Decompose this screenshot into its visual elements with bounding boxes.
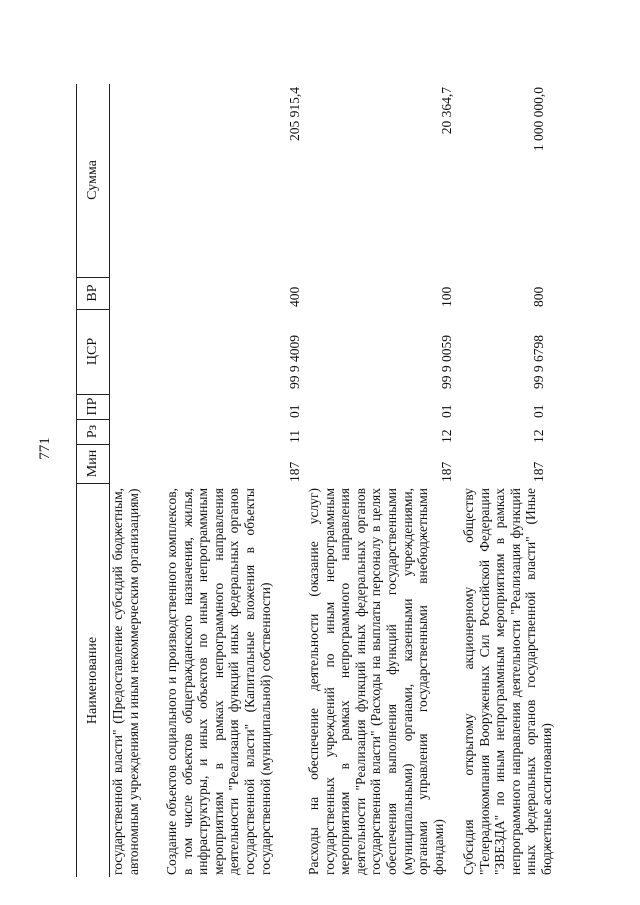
table-row bbox=[164, 84, 304, 877]
table-row bbox=[306, 84, 454, 877]
row-name: государственной власти" (Предоставление субсидий бюджетным, автономным учреждениям и иным некоммерческим организациям) bbox=[110, 488, 141, 875]
row-min: 187 bbox=[439, 461, 454, 482]
page-number: 771 bbox=[36, 437, 53, 460]
budget-table bbox=[76, 84, 598, 877]
header-name: Наименование bbox=[85, 636, 100, 725]
row-name: Расходы на обеспечение деятельности (оказание услуг) государственных учреждений по иным непрограммным мероприятиям в рамках непрограммного направления деятельности "Реализация функций иных федеральных органов государственной власти" (Расходы на выплаты персоналу в целях обеспечения выполнения функций государственными (муниципальными) органами, казенными учреждениями, органами управления государственными внебюджетными фондами) bbox=[306, 488, 446, 875]
table-header bbox=[76, 84, 110, 877]
row-sum: 20 364,7 bbox=[439, 87, 454, 135]
row-pr: 01 bbox=[531, 404, 546, 418]
row-pr: 01 bbox=[439, 404, 454, 418]
row-vr: 400 bbox=[287, 286, 302, 307]
row-sum: 1 000 000,0 bbox=[531, 87, 546, 152]
row-vr: 800 bbox=[531, 286, 546, 307]
row-min: 187 bbox=[531, 461, 546, 482]
row-rz: 11 bbox=[287, 430, 302, 443]
row-vr: 100 bbox=[439, 286, 454, 307]
row-sum: 205 915,4 bbox=[287, 87, 302, 141]
row-pr: 01 bbox=[287, 404, 302, 418]
header-sum: Сумма bbox=[77, 83, 109, 278]
header-csr: ЦСР bbox=[77, 309, 109, 395]
row-csr: 99 9 4009 bbox=[287, 335, 302, 389]
table-row bbox=[110, 84, 160, 877]
row-csr: 99 9 0059 bbox=[439, 335, 454, 389]
header-rz: Рз bbox=[77, 419, 109, 445]
table-row bbox=[461, 84, 571, 877]
header-vr: ВР bbox=[77, 277, 109, 310]
row-rz: 12 bbox=[531, 429, 546, 443]
row-rz: 12 bbox=[439, 429, 454, 443]
row-csr: 99 9 6798 bbox=[531, 335, 546, 389]
header-pr: ПР bbox=[77, 394, 109, 420]
row-name: Субсидия открытому акционерному обществу "Телерадиокомпания Вооруженных Сил Российской Федерации "ЗВЕЗДА" по иным непрограммным мероприятиям в рамках непрограммного направления деятельности "Реализация функций иных федеральных органов государственной власти" (Иные бюджетные ассигнования) bbox=[461, 488, 554, 875]
row-name: Создание объектов социального и производственного комплексов, в том числе объектов общегражданского назначения, жилья, инфраструктуры, и иных объектов по иным непрограммным мероприятиям в рамках непрограммного направления деятельности "Реализация функций иных федеральных органов государственной власти" (Капитальные вложения в объекты государственной (муниципальной) собственности) bbox=[164, 488, 273, 875]
header-min: Мин bbox=[77, 444, 109, 484]
row-min: 187 bbox=[287, 461, 302, 482]
